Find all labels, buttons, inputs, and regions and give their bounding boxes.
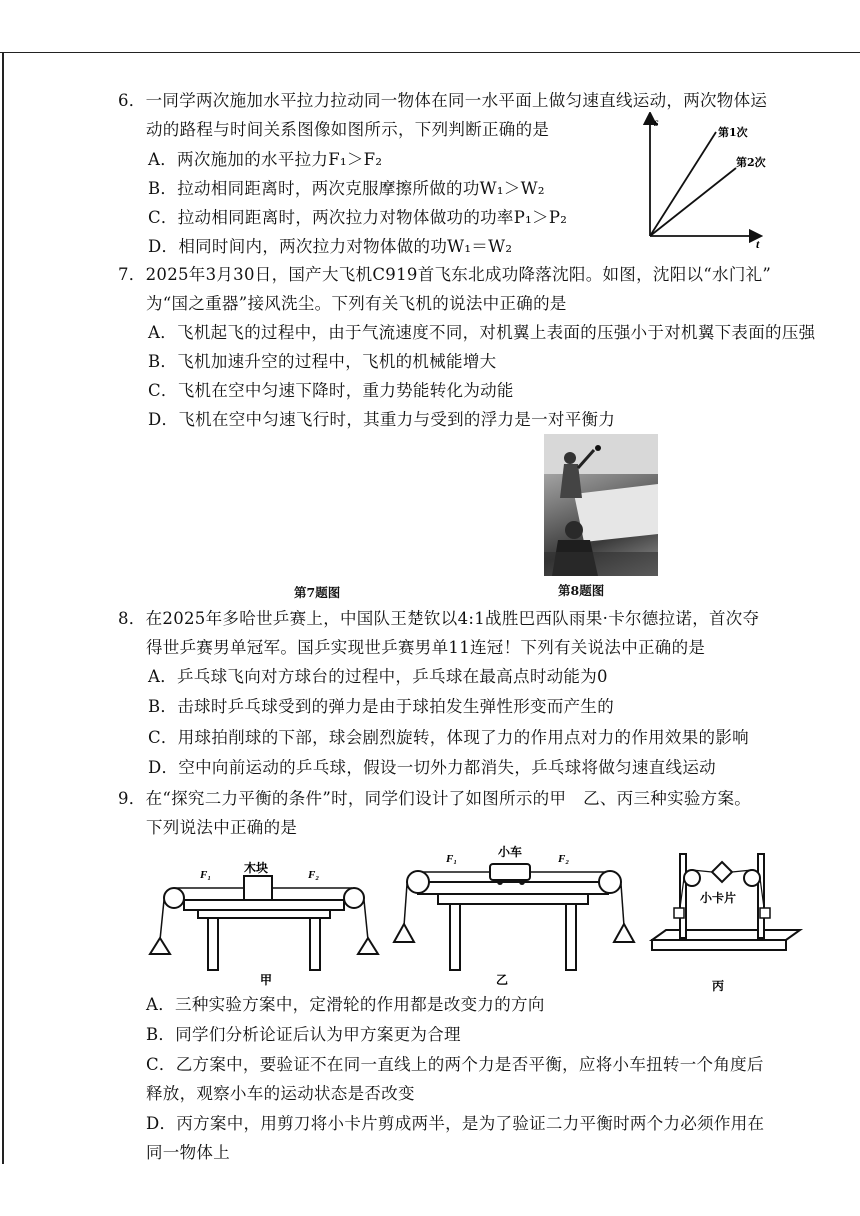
jia-f1: F₁: [200, 869, 212, 881]
q9-stem-line2: 下列说法中正确的是: [146, 818, 298, 837]
jia-f2: F₂: [308, 869, 320, 881]
q9-option-c-line1: C．乙方案中，要验证不在同一直线上的两个力是否平衡，应将小车扭转一个角度后: [146, 1055, 764, 1074]
left-border: [2, 52, 4, 1164]
q9-option-b: B．同学们分析论证后认为甲方案更为合理: [146, 1025, 461, 1044]
s-axis-label: s: [654, 115, 659, 129]
yi-f2: F₂: [558, 853, 570, 865]
cart-label: 小车: [498, 845, 523, 859]
q8-option-a: A．乒乓球飞向对方球台的过程中，乒乓球在最高点时动能为0: [148, 667, 608, 686]
setup-yi: [394, 844, 634, 987]
q6-st-graph: [636, 112, 766, 252]
q9-experiment-figure: [140, 842, 810, 992]
q7-option-b: B．飞机加速升空的过程中，飞机的机械能增大: [148, 352, 497, 371]
line1-label: 第1次: [718, 126, 748, 139]
graph-line-1: [650, 132, 716, 236]
q6-option-c: C．拉动相同距离时，两次拉力对物体做功的功率P₁＞P₂: [148, 208, 568, 227]
q7-option-c: C．飞机在空中匀速下降时，重力势能转化为动能: [148, 381, 514, 400]
q8-stem-line1: 8．在2025年多哈世乒赛上，中国队王楚钦以4:1战胜巴西队雨果·卡尔德拉诺，首次夺: [118, 609, 760, 628]
q9-option-a: A．三种实验方案中，定滑轮的作用都是改变力的方向: [146, 995, 545, 1014]
yi-f1: F₁: [446, 853, 458, 865]
q7-stem-line1: 7．2025年3月30日，国产大飞机C919首飞东北成功降落沈阳。如图，沈阳以“水门礼”: [118, 265, 772, 284]
bing-label: 丙: [712, 979, 725, 992]
yi-label: 乙: [496, 973, 509, 987]
q6-option-a: A．两次施加的水平拉力F₁＞F₂: [148, 150, 383, 169]
q6-option-d: D．相同时间内，两次拉力对物体做的功W₁＝W₂: [148, 237, 513, 256]
q9-option-c-line2: 释放，观察小车的运动状态是否改变: [146, 1084, 415, 1103]
line2-label: 第2次: [736, 156, 766, 169]
q8-option-b: B．击球时乒乓球受到的弹力是由于球拍发生弹性形变而产生的: [148, 697, 615, 716]
q7-option-a: A．飞机起飞的过程中，由于气流速度不同，对机翼上表面的压强小于对机翼下表面的压强: [148, 323, 816, 342]
setup-jia: [150, 860, 378, 987]
q9-stem-line1: 9．在“探究二力平衡的条件”时，同学们设计了如图所示的甲 乙、丙三种实验方案。: [118, 789, 752, 808]
q6-stem-line2: 动的路程与时间关系图像如图所示，下列判断正确的是: [146, 120, 550, 139]
q9-option-d-line1: D．丙方案中，用剪刀将小卡片剪成两半，是为了验证二力平衡时两个力必须作用在: [146, 1114, 765, 1133]
block-label: 木块: [244, 861, 269, 875]
setup-bing: [652, 854, 800, 992]
q8-figure-caption: 第8题图: [558, 583, 605, 598]
card-label: 小卡片: [700, 891, 737, 905]
q7-stem-line2: 为“国之重器”接风洗尘。下列有关飞机的说法中正确的是: [146, 294, 567, 313]
q7-option-d: D．飞机在空中匀速飞行时，其重力与受到的浮力是一对平衡力: [148, 410, 616, 429]
q7-figure-caption: 第7题图: [294, 585, 341, 600]
graph-line-2: [650, 168, 736, 236]
q8-option-c: C．用球拍削球的下部，球会剧烈旋转，体现了力的作用点对力的作用效果的影响: [148, 728, 749, 747]
photo-drawing: [544, 434, 658, 576]
q6-stem-line1: 6．一同学两次施加水平拉力拉动同一物体在同一水平面上做匀速直线运动，两次物体运: [118, 91, 768, 110]
t-axis-label: t: [756, 237, 760, 251]
q8-table-tennis-photo: [544, 434, 658, 576]
q8-stem-line2: 得世乒赛男单冠军。国乒实现世乒赛男单11连冠！下列有关说法中正确的是: [146, 638, 706, 657]
q8-option-d: D．空中向前运动的乒乓球，假设一切外力都消失，乒乓球将做匀速直线运动: [148, 758, 716, 777]
jia-label: 甲: [260, 973, 273, 987]
q6-option-b: B．拉动相同距离时，两次克服摩擦所做的功W₁＞W₂: [148, 179, 545, 198]
q9-option-d-line2: 同一物体上: [146, 1143, 230, 1162]
